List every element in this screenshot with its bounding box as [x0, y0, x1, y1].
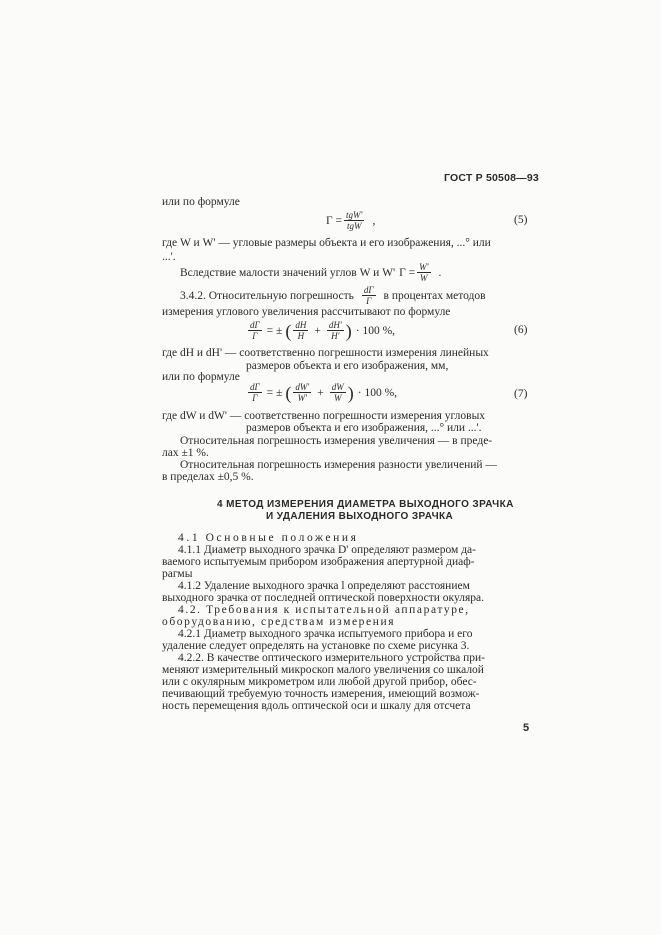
fraction: $\frac{d\Gamma}{\Gamma}$ — [250, 382, 260, 403]
subsection-heading: 4.2. Требования к испытательной аппаратуре, — [178, 604, 470, 616]
text-line: размеров объекта и его изображения, мм, — [246, 360, 449, 372]
text-line: размеров объекта и его изображения, ...° или ...'. — [246, 422, 482, 434]
text-line: меняют измерительный микроскоп малого увеличения со шкалой — [162, 664, 484, 676]
fraction: $\frac{dW'}{W'}$ — [295, 382, 310, 403]
text-line: где dW и dW' — соответственно погрешности измерения угловых — [162, 410, 486, 422]
text-line: где W и W' — угловые размеры объекта и его изображения, ...° или ...'. — [162, 237, 491, 263]
text-line: удаление следует определять на установке по схеме рисунка 3. — [162, 640, 470, 652]
fraction: $\frac{dH}{H}$ — [295, 320, 307, 341]
text-line: выходного зрачка от последней оптической поверхности окуляра. — [162, 592, 484, 604]
page-number: 5 — [523, 722, 530, 734]
text-line: в пределах ±0,5 %. — [162, 471, 254, 483]
equation-number: (6) — [514, 324, 528, 336]
text-line: ваемого испытуемым прибором изображения апертурной диаф- — [162, 556, 475, 568]
text-line: 4.1.1 Диаметр выходного зрачка D' определяют размером да- — [178, 544, 476, 556]
equation-number: (7) — [514, 388, 528, 400]
text-line: где dH и dH' — соответственно погрешности измерения линейных — [162, 347, 489, 359]
subsection-heading: оборудованию, средствам измерения — [162, 616, 396, 628]
text-line: печивающий требуемую точность измерения, имеющий возмож- — [162, 688, 480, 700]
text-line: или с окулярным микрометром или любой другой прибор, обес- — [162, 676, 477, 688]
text-line: или по формуле — [162, 371, 240, 383]
section-title: И УДАЛЕНИЯ ВЫХОДНОГО ЗРАЧКА — [266, 511, 454, 522]
text-line: измерения углового увеличения рассчитывают по формуле — [162, 306, 451, 318]
text-line: 4.2.1 Диаметр выходного зрачка испытуемого прибора и его — [178, 628, 473, 640]
standard-header: ГОСТ Р 50508—93 — [444, 172, 539, 184]
text-line: рагмы — [162, 568, 193, 580]
section-title: 4 МЕТОД ИЗМЕРЕНИЯ ДИАМЕТРА ВЫХОДНОГО ЗРАЧКА — [217, 499, 514, 510]
text-line-rel-error: 3.4.2. Относительную погрешность $\frac{d\Gamma}{\Gamma}$ в процентах методов — [180, 285, 486, 306]
formula-5: Γ = $\frac{\text{tgW'}}{\text{tgW}}$ , — [326, 210, 376, 231]
text-line: Относительная погрешность измерения разности увеличений — — [180, 459, 497, 471]
text-line: лах ±1 %. — [162, 447, 209, 459]
formula-7: $\frac{d\Gamma}{\Gamma}$ = ± ( $\frac{dW'}{W'}$ + $\frac{dW}{W}$ ) · 100 %, — [250, 382, 398, 403]
equation-number: (5) — [514, 214, 528, 226]
subsection-heading: 4.1 Основные положения — [178, 532, 359, 544]
text-line: или по формуле — [162, 196, 240, 208]
text-line: 4.1.2 Удаление выходного зрачка l определяют расстоянием — [178, 580, 470, 592]
approx-line: Вследствие малости значений углов W и W' Γ = $\frac{W'}{W}$ . — [180, 262, 442, 283]
text-line: ность перемещения вдоль оптической оси и шкалу для отсчета — [162, 700, 471, 712]
fraction: $\frac{dH'}{H'}$ — [328, 320, 342, 341]
fraction: $\frac{dW}{W}$ — [331, 382, 344, 403]
fraction: $\frac{d\Gamma}{\Gamma}$ — [250, 320, 260, 341]
fraction: $\frac{\text{tgW'}}{\text{tgW}}$ — [346, 210, 363, 231]
text-line: Относительная погрешность измерения увеличения — в преде- — [180, 435, 493, 447]
fraction: $\frac{W'}{W}$ — [419, 262, 429, 283]
fraction: $\frac{d\Gamma}{\Gamma}$ — [363, 285, 374, 306]
text-line: 4.2.2. В качестве оптического измерительного устройства при- — [178, 652, 486, 664]
formula-6: $\frac{d\Gamma}{\Gamma}$ = ± ( $\frac{dH}{H}$ + $\frac{dH'}{H'}$ ) · 100 %, — [250, 320, 396, 341]
